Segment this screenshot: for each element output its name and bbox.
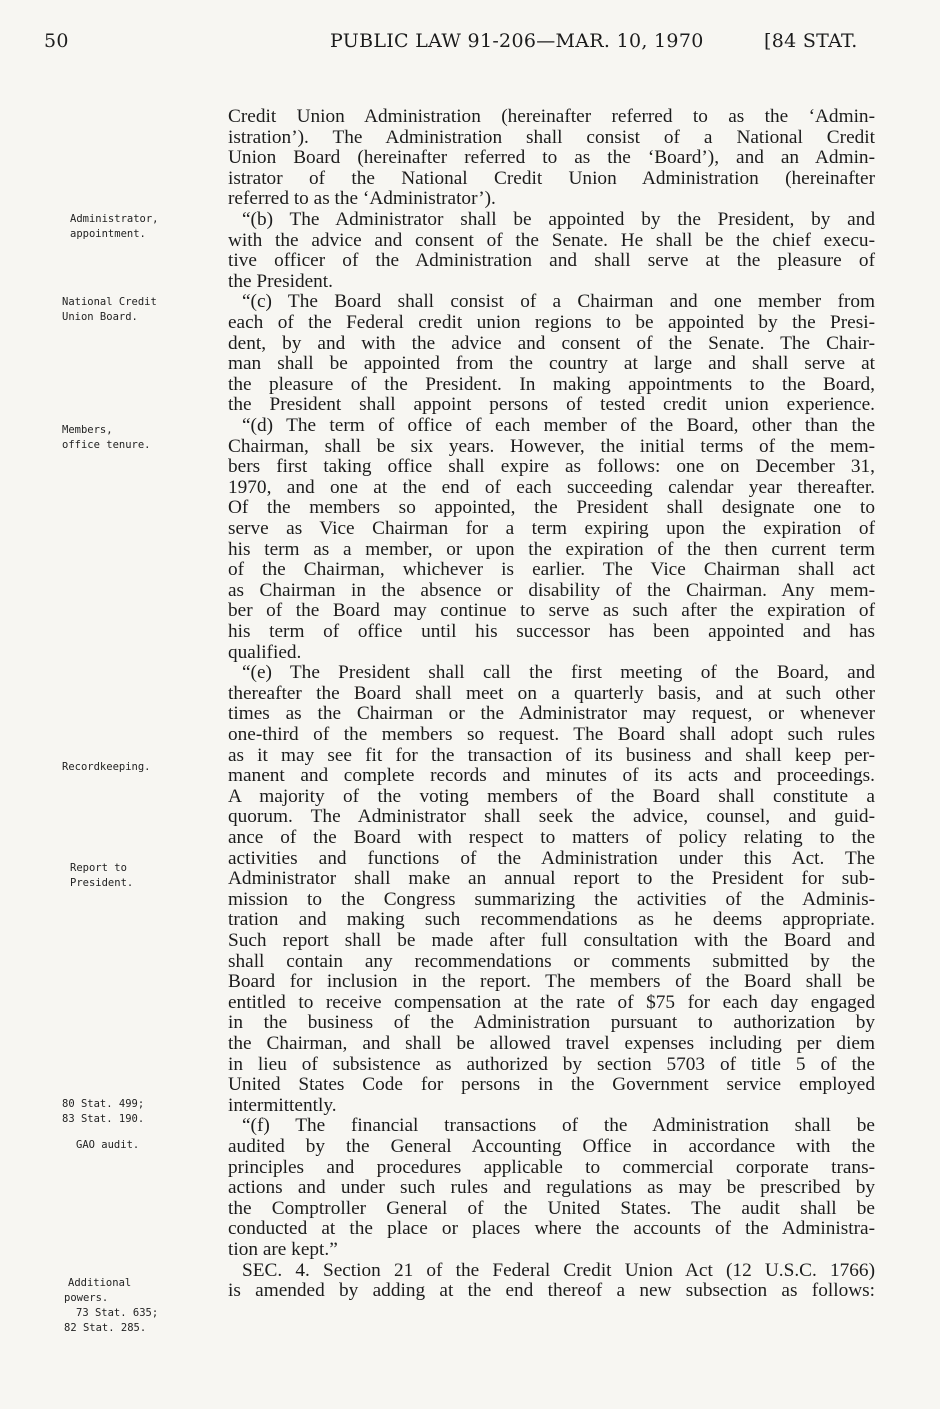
text-line: tion are kept.” [228,1239,338,1260]
text-line: “(d) The term of office of each member of the Board, other than the [242,415,875,436]
text-line: ance of the Board with respect to matters of policy relating to the [228,827,875,848]
note-stat-citation [62,1097,144,1127]
text-line: of the Chairman, whichever is earlier. The Vice Chairman shall act [228,559,875,581]
text-line: is amended by adding at the end thereof a new subsection as follows: [228,1280,875,1302]
text-line: the Chairman, and shall be allowed travel expenses including per diem [228,1033,875,1054]
text-line: “(c) The Board shall consist of a Chairman and one member from [242,291,875,313]
text-line: the President shall appoint persons of tested credit union experience. [228,394,875,416]
text-line: “(e) The President shall call the first meeting of the Board, and [242,662,875,684]
text-line: istration’). The Administration shall consist of a National Credit [228,126,875,148]
margin-note-line: appointment. [70,228,146,240]
text-line: A majority of the voting members of the Board shall constitute a [228,785,875,807]
note-additional-powers [64,1276,158,1336]
text-line: actions and under such rules and regulations as may be prescribed by [228,1177,875,1199]
text-line: intermittently. [228,1094,337,1116]
text-line: referred to as the ‘Administrator’). [228,188,496,210]
text-line: Of the members so appointed, the President shall designate one to [228,497,875,519]
margin-note-line: Recordkeeping. [62,761,151,773]
text-line: principles and procedures applicable to commercial corporate trans- [228,1156,875,1178]
margin-note-line: Administrator, [70,213,159,225]
text-line: as Chairman in the absence or disability of the Chairman. Any mem- [228,579,875,601]
text-line: United States Code for persons in the Government service employed [228,1074,875,1096]
margin-note-line: 73 Stat. 635; [76,1307,159,1319]
statute-volume: [84 STAT. [764,30,858,52]
margin-note-line: National Credit [62,296,157,308]
text-line: times as the Chairman or the Administrator may request, or whenever [228,703,875,725]
text-line: audited by the General Accounting Office in accordance with the [228,1136,875,1157]
text-line: in lieu of subsistence as authorized by section 5703 of title 5 of the [228,1053,875,1075]
text-line: as it may see fit for the transaction of its business and shall keep per- [228,744,875,766]
text-line: serve as Vice Chairman for a term expiring upon the expiration of [228,518,875,539]
text-line: 1970, and one at the end of each succeeding calendar year thereafter. [228,476,875,498]
note-report-to-president [70,861,133,891]
text-line: conducted at the place or places where the accounts of the Administra- [228,1218,875,1240]
text-line: Union Board (hereinafter referred to as the ‘Board’), and an Admin- [228,147,875,169]
text-line: the Comptroller General of the United States. The audit shall be [228,1197,875,1219]
text-line: the President. [228,270,333,292]
text-line: manent and complete records and minutes of its acts and proceedings. [228,765,875,787]
note-members-office-tenure [62,423,151,453]
text-line: activities and functions of the Administration under this Act. The [228,847,875,869]
text-line: Credit Union Administration (hereinafter referred to as the ‘Admin- [228,106,875,127]
margin-note-line: Union Board. [62,311,138,323]
text-line: ber of the Board may continue to serve as such after the expiration of [228,600,875,622]
text-line: tration and making such recommendations as he deems appropriate. [228,909,875,931]
margin-note-line: Members, [62,424,113,436]
text-line: istrator of the National Credit Union Administration (hereinafter [228,167,875,189]
margin-note-line: President. [70,877,134,889]
text-line: his term as a member, or upon the expiration of the then current term [228,538,875,560]
margin-note-line: powers. [64,1292,109,1304]
text-line: shall contain any recommendations or comments submitted by the [228,950,875,972]
margin-note-line: Report to [70,862,127,874]
text-line: Board for inclusion in the report. The members of the Board shall be [228,971,875,993]
margin-note-line: office tenure. [62,439,151,451]
text-line: each of the Federal credit union regions to be appointed by the Presi- [228,312,875,333]
margin-note-line: 83 Stat. 190. [62,1113,145,1125]
text-line: SEC. 4. Section 21 of the Federal Credit Union Act (12 U.S.C. 1766) [242,1259,875,1281]
text-line: bers first taking office shall expire as follows: one on December 31, [228,456,875,478]
note-recordkeeping [62,760,151,775]
text-line: man shall be appointed from the country at large and shall serve at [228,353,875,375]
text-line: thereafter the Board shall meet on a quarterly basis, and at such other [228,682,875,704]
text-line: in the business of the Administration pursuant to authorization by [228,1012,875,1034]
text-line: Chairman, shall be six years. However, the initial terms of the mem- [228,435,875,457]
text-line: the pleasure of the President. In making appointments to the Board, [228,373,875,395]
text-line: entitled to receive compensation at the rate of $75 for each day engaged [228,991,875,1013]
page-number: 50 [44,30,69,52]
margin-note-line: 80 Stat. 499; [62,1098,145,1110]
running-title: PUBLIC LAW 91-206—MAR. 10, 1970 [330,30,704,52]
margin-note-line: 82 Stat. 285. [64,1322,147,1334]
text-line: qualified. [228,641,302,663]
note-gao-audit [76,1138,139,1153]
margin-note-line: GAO audit. [76,1139,140,1151]
text-line: mission to the Congress summarizing the activities of the Adminis- [228,888,875,910]
margin-note-line: Additional [68,1277,132,1289]
text-line: Administrator shall make an annual report to the President for sub- [228,868,875,890]
text-line: tive officer of the Administration and shall serve at the pleasure of [228,250,875,272]
text-line: his term of office until his successor has been appointed and has [228,621,875,642]
note-national-credit-union-board [62,295,157,325]
text-line: Such report shall be made after full consultation with the Board and [228,930,875,951]
note-administrator-appointment [70,212,159,242]
text-line: dent, by and with the advice and consent of the Senate. The Chair- [228,332,875,354]
text-line: quorum. The Administrator shall seek the advice, counsel, and guid- [228,806,875,828]
text-line: one-third of the members so request. The Board shall adopt such rules [228,724,875,745]
text-line: with the advice and consent of the Senate. He shall be the chief execu- [228,229,875,251]
text-line: “(f) The financial transactions of the Administration shall be [242,1115,875,1137]
text-line: “(b) The Administrator shall be appointed by the President, by and [242,209,875,230]
